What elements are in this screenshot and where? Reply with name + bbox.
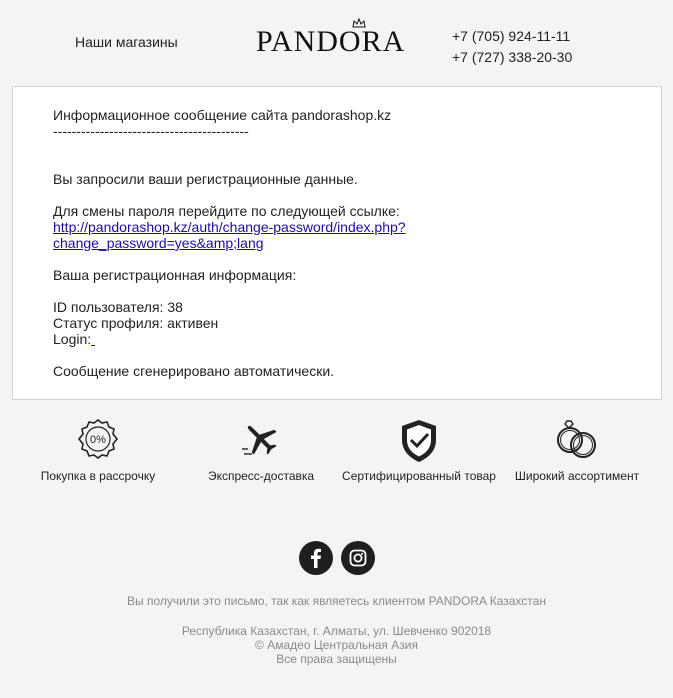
login-link[interactable] (91, 331, 95, 347)
svg-text:0%: 0% (90, 434, 106, 446)
user-id: ID пользователя: 38 (53, 299, 183, 315)
message-body (53, 107, 613, 379)
feature-label: Сертифицированный товар (342, 469, 496, 483)
logo-text: PANDORA (256, 25, 406, 58)
feature-label: Широкий ассортимент (514, 469, 640, 483)
feature-label: Экспресс-доставка (207, 469, 315, 483)
registration-info-heading: Ваша регистрационная информация: (53, 267, 297, 283)
message-title: Информационное сообщение сайта pandorashop.kz (53, 107, 392, 123)
instagram-icon (341, 541, 375, 575)
pandora-logo[interactable] (256, 18, 416, 58)
footer-address: Республика Казахстан, г. Алматы, ул. Шевченко 902018 (181, 624, 492, 638)
feature-certified (339, 418, 499, 483)
message-card (12, 86, 662, 400)
footer-copyright: © Амадео Центральная Азия (255, 638, 418, 652)
facebook-button[interactable] (299, 541, 333, 575)
shield-check-icon (398, 418, 440, 464)
message-divider: ------------------------------------------ (53, 123, 249, 139)
facebook-icon (299, 541, 333, 575)
footer-reason: Вы получили это письмо, так как являетесь клиентом PANDORA Казахстан (127, 594, 546, 608)
features-row (0, 418, 673, 508)
feature-assortment (497, 418, 657, 483)
airplane-icon (240, 418, 282, 460)
phone-list (452, 26, 572, 68)
feature-express-delivery (181, 418, 341, 483)
percent-badge-icon (77, 418, 119, 460)
feature-label: Покупка в рассрочку (40, 469, 156, 483)
phone-number[interactable]: +7 (705) 924-11-11 (452, 28, 571, 44)
instagram-button[interactable] (341, 541, 375, 575)
footer-rights: Все права защищены (276, 652, 397, 666)
phone-number[interactable]: +7 (727) 338-20-30 (452, 49, 573, 65)
email-header (0, 0, 673, 86)
rings-icon (555, 418, 599, 460)
change-password-intro: Для смены пароля перейдите по следующей ссылке: (53, 203, 400, 219)
our-stores-link[interactable]: Наши магазины (75, 34, 178, 50)
feature-installment (18, 418, 178, 483)
change-password-link-line2[interactable]: change_password=yes&amp;lang (53, 235, 264, 251)
auto-generated-note: Сообщение сгенерировано автоматически. (53, 363, 335, 379)
login-label: Login: (53, 331, 613, 347)
change-password-link-line1[interactable]: http://pandorashop.kz/auth/change-password/index.php? (53, 219, 406, 235)
requested-text: Вы запросили ваши регистрационные данные. (53, 171, 358, 187)
profile-status: Статус профиля: активен (53, 315, 219, 331)
